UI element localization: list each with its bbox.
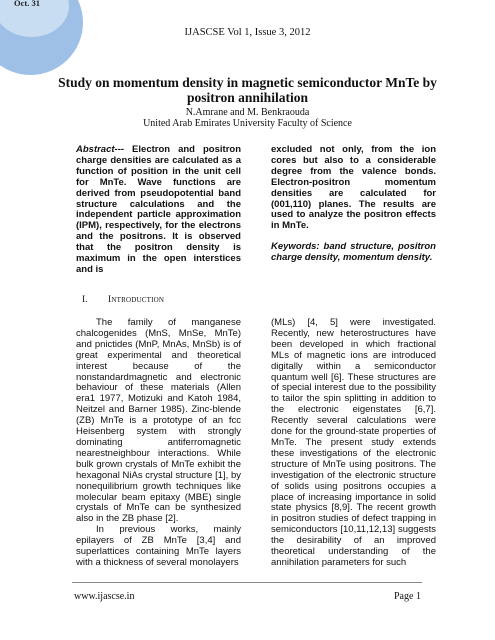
section-title: Introduction (108, 295, 165, 305)
keywords-label: Keywords: (271, 241, 320, 253)
keywords (271, 242, 436, 264)
body-right-column (271, 318, 436, 569)
abstract-right-column (271, 145, 436, 264)
paper-authors: N.Amrane and M. Benkraouda (185, 107, 310, 118)
body-left-column (76, 318, 241, 569)
section-number: I. (82, 295, 88, 305)
journal-header: IJASCSE Vol 1, Issue 3, 2012 (184, 27, 311, 38)
abstract-right-text: excluded not only, from the ion cores but also to a considerable degree from the valence bonds. Electron-positron momentum densities are calculated for (001,110) planes. The results are used to analyze the positron effects in MnTe. (271, 144, 436, 232)
paper-affiliation: United Arab Emirates University Faculty of Science (143, 118, 352, 129)
footer-page-number: Page 1 (394, 591, 421, 602)
keywords-text: band structure, positron charge density, momentum density. (271, 241, 436, 264)
abstract-label: Abstract--- (76, 144, 125, 155)
body-paragraph-3: (MLs) [4, 5] were investigated. Recently, new heterostructures have been developed in which fractional MLs of magnetic ions are introduced digitally within a semiconductor quantum well [6]. These structures are of special interest due to the possibility to tailor the spin splitting in addition to the electronic eigenstates [6,7]. Recently several calculations were done for the ground-state properties of MnTe. The present study extends these investigations of the electronic structure of MnTe using positrons. The investigation of the electronic structure of solids using positrons occupies a place of increasing importance in solid state physics [8,9]. The recent growth in positron studies of defect trapping in semiconductors [10,11,12,13] suggests the desirability of an improved theoretical understanding of the annihilation parameters for such (271, 317, 436, 568)
abstract-left-text: Electron and positron charge densities are calculated as a function of position in the unit cell for MnTe. Wave functions are derived from pseudopotential band structure calculations and the independent particle approximation (IPM), respectively, for the electrons and the positrons. It is observed that the positron density is maximum in the open interstices and is (76, 144, 241, 275)
footer-website[interactable]: www.ijascse.in (74, 591, 135, 602)
body-paragraph-1: The family of manganese chalcogenides (MnS, MnSe, MnTe) and pnictides (MnP, MnAs, MnSb) is of great experimental and theoretical interest because of the nonstandardmagnetic and electronic behaviour of these materials (Allen era1 1977, Motizuki and Katoh 1984, Neitzel and Barner 1985). Zinc-blende (ZB) MnTe is a prototype of an fcc Heisenberg system with strongly dominating antiferromagnetic nearestneighbour interactions. While bulk grown crystals of MnTe exhibit the hexagonal NiAs crystal structure [1], by nonequilibrium growth techniques like molecular beam epitaxy (MBE) single crystals of MnTe can be synthesized also in the ZB phase [2]. (76, 317, 241, 525)
date-badge-text: Oct. 31 (14, 0, 40, 8)
paper-title: Study on momentum density in magnetic semiconductor MnTe by positron annihilation (58, 75, 437, 105)
footer-rule (72, 582, 422, 583)
body-paragraph-2: In previous works, mainly epilayers of ZB MnTe [3,4] and superlattices containing MnTe layers with a thickness of several monolayers (76, 524, 241, 568)
abstract-left-column (76, 145, 241, 276)
section-heading (82, 295, 164, 305)
